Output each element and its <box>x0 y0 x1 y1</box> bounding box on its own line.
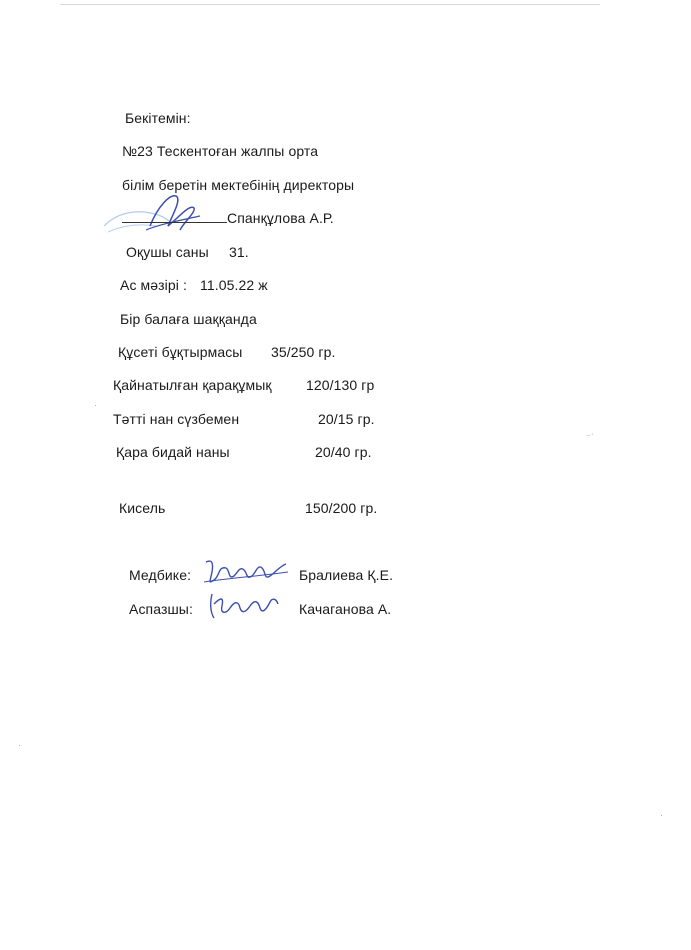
nurse-name: Бралиева Қ.Е. <box>299 567 394 583</box>
menu-item-name: Құсеті бұқтырмасы <box>118 344 243 360</box>
approval-title: Бекітемін: <box>125 110 191 126</box>
menu-item-amount: 20/15 гр. <box>318 411 375 427</box>
scan-mark: ⁻ʾ <box>586 432 594 442</box>
school-line-2: білім беретін мектебінің директоры <box>122 177 355 193</box>
signature-line <box>122 222 227 223</box>
menu-item-name: Кисель <box>119 500 166 516</box>
menu-item-amount: 20/40 гр. <box>315 444 372 460</box>
cook-name: Качаганова А. <box>299 601 392 617</box>
menu-date: 11.05.22 ж <box>200 277 268 293</box>
cook-label: Аспазшы: <box>129 601 193 617</box>
menu-item-name: Қара бидай наны <box>116 444 230 460</box>
menu-item-name: Тәтті нан сүзбемен <box>113 411 240 427</box>
menu-item-amount: 120/130 гр <box>306 377 375 393</box>
nurse-label: Медбике: <box>129 567 192 583</box>
scan-edge-line <box>60 4 600 5</box>
menu-label: Ас мәзірі : <box>120 277 187 293</box>
director-signature <box>140 186 210 238</box>
per-child-heading: Бір балаға шаққанда <box>120 311 257 327</box>
scan-mark: · <box>18 740 21 750</box>
students-count: 31. <box>229 244 249 260</box>
school-line-1: №23 Тескентоған жалпы орта <box>122 143 319 159</box>
scan-mark: · <box>660 810 663 820</box>
menu-item-amount: 35/250 гр. <box>271 344 336 360</box>
scan-mark: · <box>94 400 97 410</box>
cook-signature <box>204 588 284 622</box>
nurse-signature <box>200 552 292 590</box>
menu-item-name: Қайнатылған қарақұмық <box>113 377 272 393</box>
students-label: Оқушы саны <box>126 244 209 260</box>
director-name: Спанқұлова А.Р. <box>227 210 334 226</box>
menu-item-amount: 150/200 гр. <box>305 500 378 516</box>
